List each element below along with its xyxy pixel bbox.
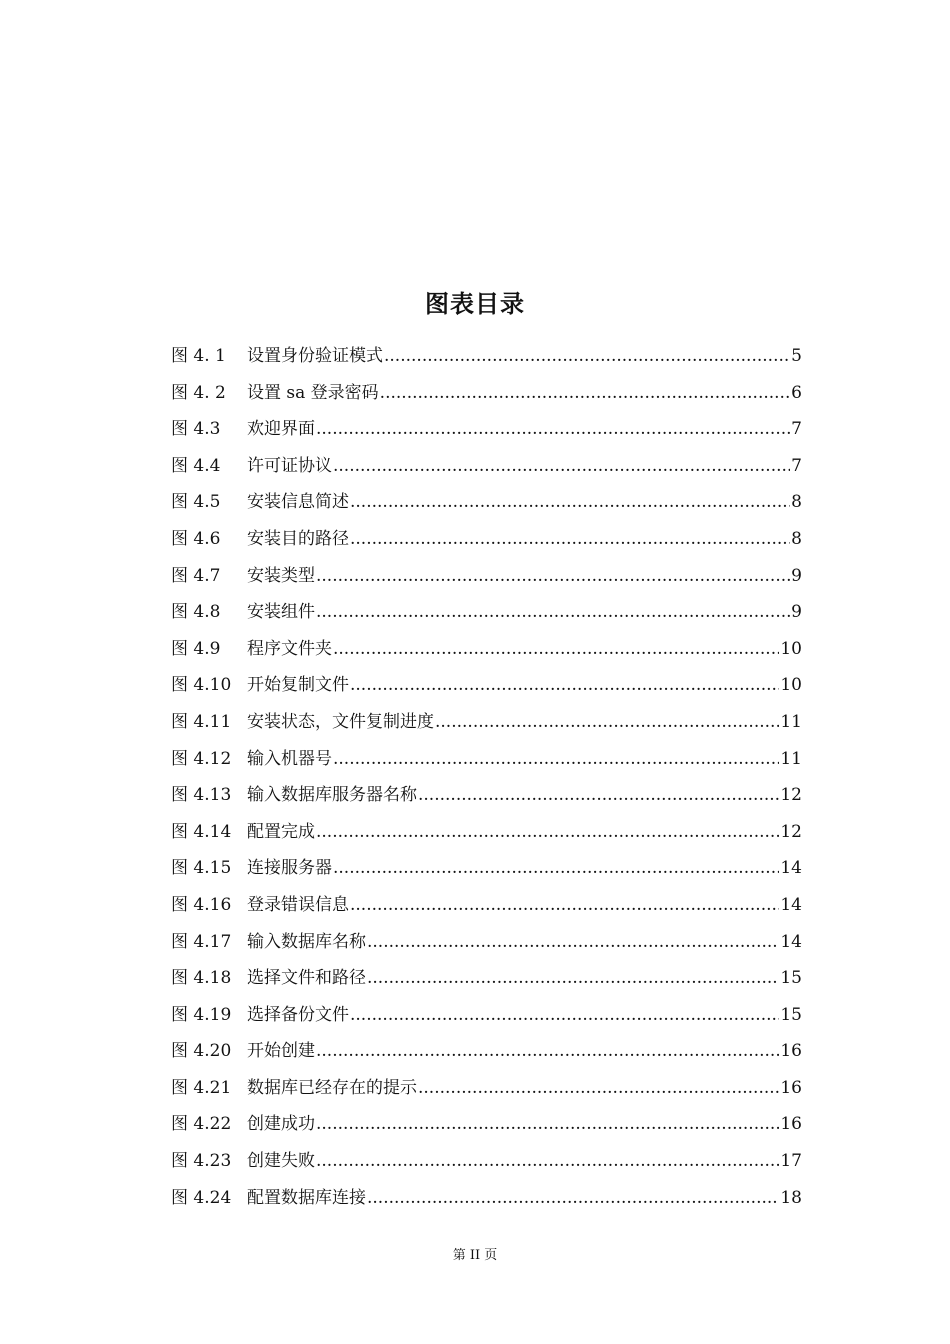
toc-entry	[171, 850, 802, 887]
figure-number: 图 4.11	[171, 711, 232, 732]
figure-caption: 输入数据库服务器名称	[247, 785, 417, 806]
figure-caption: 连接服务器	[247, 858, 332, 879]
dot-leader	[350, 521, 790, 558]
page-number: 16	[780, 1041, 802, 1062]
page-number: 8	[791, 492, 802, 513]
page-number: 9	[791, 602, 802, 623]
figure-number: 图 4.17	[171, 931, 232, 952]
toc-entry	[171, 375, 802, 412]
page-number: 7	[791, 455, 802, 476]
dot-leader	[350, 484, 790, 521]
toc-entry	[171, 1180, 802, 1217]
dot-leader	[316, 1143, 779, 1180]
toc-entry	[171, 338, 802, 375]
dot-leader	[367, 1180, 779, 1217]
figure-number: 图 4.19	[171, 1004, 232, 1025]
page-number: 15	[780, 968, 802, 989]
figure-number: 图 4.21	[171, 1077, 232, 1098]
figure-caption: 安装组件	[247, 602, 315, 623]
figure-number: 图 4.18	[171, 968, 232, 989]
toc-entry	[171, 1143, 802, 1180]
figure-number: 图 4. 2	[171, 382, 226, 403]
figure-number: 图 4.12	[171, 748, 232, 769]
toc-entry	[171, 924, 802, 961]
dot-leader	[333, 741, 779, 778]
toc-entry	[171, 704, 802, 741]
page-number: 14	[780, 894, 802, 915]
page-number: 12	[780, 821, 802, 842]
figure-caption: 创建失败	[247, 1151, 315, 1172]
page-number: 6	[791, 382, 802, 403]
figure-number: 图 4.15	[171, 858, 232, 879]
figure-number: 图 4. 1	[171, 346, 226, 366]
figure-caption: 安装状态，文件复制进度	[247, 711, 434, 732]
toc-entry	[171, 741, 802, 778]
dot-leader	[333, 448, 790, 485]
figure-caption: 数据库已经存在的提示	[247, 1077, 417, 1098]
page-number: 5	[791, 346, 802, 366]
toc-entry	[171, 411, 802, 448]
toc-entry	[171, 448, 802, 485]
dot-leader	[316, 1106, 779, 1143]
figure-caption: 输入数据库名称	[247, 931, 366, 952]
page-number: 7	[791, 419, 802, 440]
figure-number: 图 4.5	[171, 492, 221, 513]
figure-number: 图 4.9	[171, 638, 221, 659]
figure-caption: 设置身份验证模式	[247, 346, 383, 366]
figure-caption: 安装类型	[247, 565, 315, 586]
figure-caption: 许可证协议	[247, 455, 332, 476]
figure-caption: 程序文件夹	[247, 638, 332, 659]
toc-entry	[171, 484, 802, 521]
dot-leader	[316, 594, 790, 631]
dot-leader	[435, 704, 779, 741]
dot-leader	[367, 924, 779, 961]
dot-leader	[384, 338, 790, 375]
dot-leader	[316, 411, 790, 448]
dot-leader	[418, 1070, 779, 1107]
figure-caption: 配置完成	[247, 821, 315, 842]
toc-entry	[171, 667, 802, 704]
figure-caption: 选择备份文件	[247, 1004, 349, 1025]
dot-leader	[418, 777, 779, 814]
dot-leader	[350, 997, 779, 1034]
figure-number: 图 4.23	[171, 1151, 232, 1172]
toc-entry	[171, 521, 802, 558]
dot-leader	[316, 558, 790, 595]
figure-number: 图 4.14	[171, 821, 232, 842]
page-number: 14	[780, 858, 802, 879]
figure-caption: 开始创建	[247, 1041, 315, 1062]
toc-entry	[171, 594, 802, 631]
figure-number: 图 4.7	[171, 565, 221, 586]
figure-number: 图 4.10	[171, 675, 232, 696]
page-number: 16	[780, 1114, 802, 1135]
dot-leader	[380, 375, 791, 412]
toc-entry	[171, 997, 802, 1034]
figure-number: 图 4.16	[171, 894, 232, 915]
page-number: 11	[780, 711, 802, 732]
toc-entry	[171, 777, 802, 814]
figure-number: 图 4.13	[171, 785, 232, 806]
figure-caption: 登录错误信息	[247, 894, 349, 915]
page-number: 9	[791, 565, 802, 586]
figure-number: 图 4.24	[171, 1187, 232, 1208]
figure-index-list	[171, 338, 802, 1216]
toc-entry	[171, 814, 802, 851]
page-number: 16	[780, 1077, 802, 1098]
toc-entry	[171, 631, 802, 668]
dot-leader	[333, 850, 779, 887]
figure-number: 图 4.4	[171, 455, 221, 476]
figure-caption: 设置 sa 登录密码	[247, 382, 379, 403]
figure-caption: 创建成功	[247, 1114, 315, 1135]
dot-leader	[350, 667, 779, 704]
dot-leader	[316, 814, 779, 851]
figure-number: 图 4.6	[171, 528, 221, 549]
figure-caption: 开始复制文件	[247, 675, 349, 696]
toc-entry	[171, 1033, 802, 1070]
page-number: 14	[780, 931, 802, 952]
page-number: 8	[791, 528, 802, 549]
figure-caption: 选择文件和路径	[247, 968, 366, 989]
figure-number: 图 4.8	[171, 602, 221, 623]
page-number: 18	[780, 1187, 802, 1208]
dot-leader	[367, 960, 779, 997]
toc-entry	[171, 1106, 802, 1143]
figure-caption: 配置数据库连接	[247, 1187, 366, 1208]
toc-entry	[171, 960, 802, 997]
figure-caption: 欢迎界面	[247, 419, 315, 440]
toc-entry	[171, 1070, 802, 1107]
figure-caption: 输入机器号	[247, 748, 332, 769]
page-number: 11	[780, 748, 802, 769]
page-number: 10	[780, 638, 802, 659]
page-number: 12	[780, 785, 802, 806]
dot-leader	[350, 887, 779, 924]
figure-caption: 安装目的路径	[247, 528, 349, 549]
toc-entry	[171, 558, 802, 595]
dot-leader	[333, 631, 779, 668]
toc-entry	[171, 887, 802, 924]
dot-leader	[316, 1033, 779, 1070]
figure-number: 图 4.22	[171, 1114, 232, 1135]
page-number: 15	[780, 1004, 802, 1025]
figure-number: 图 4.20	[171, 1041, 232, 1062]
page-number: 10	[780, 675, 802, 696]
figure-caption: 安装信息简述	[247, 492, 349, 513]
page-title: 图表目录	[425, 290, 525, 318]
page-footer: 第 II 页	[452, 1248, 498, 1263]
page-number: 17	[780, 1151, 802, 1172]
figure-number: 图 4.3	[171, 419, 221, 440]
